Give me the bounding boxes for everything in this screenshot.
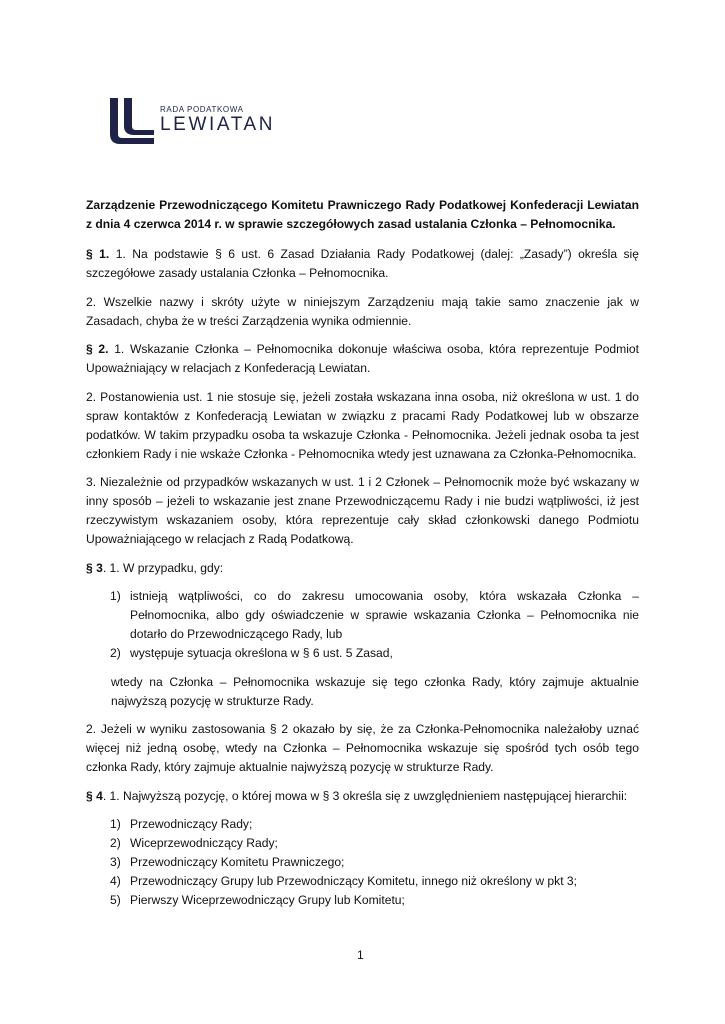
s3-list: [86, 587, 639, 663]
list-item-number: 3): [110, 855, 121, 869]
list-item-number: 5): [110, 893, 121, 907]
s4-paragraph-1: [86, 787, 639, 806]
list-item: [86, 587, 639, 644]
s2-p1-text: 1. Wskazanie Członka – Pełnomocnika dokonuje właściwa osoba, która reprezentuje Podmiot Upoważniający w relacjach z Konfederacją Lewiatan.: [86, 342, 639, 375]
page-number: 1: [357, 948, 364, 962]
logo-small-text: RADA PODATKOWA: [160, 105, 244, 114]
list-item: [86, 872, 639, 891]
s3-after-list: wtedy na Członka – Pełnomocnika wskazuje się tego członka Rady, który zajmuje aktualnie najwyższą pozycję w strukturze Rady.: [111, 674, 639, 708]
list-item-text: Wiceprzewodniczący Rady;: [130, 836, 278, 850]
list-item: [86, 853, 639, 872]
logo-big-text: LEWIATAN: [160, 114, 276, 135]
s1-mark: § 1.: [86, 247, 110, 261]
s2-paragraph-2: 2. Postanowienia ust. 1 nie stosuje się, jeżeli została wskazana inna osoba, niż określona w ust. 1 do spraw kontaktów z Konfederacją Lewiatan w związku z pracami Rady Podatkowej lub w obszarze podatków. W takim przypadku osoba ta wskazuje Członka - Pełnomocnika. Jeżeli jednak osoba ta jest członkiem Rady i nie wskaże Członka - Pełnomocnika wtedy jest uznawana za Członka-Pełnomocnika.: [86, 389, 639, 461]
list-item-text: Przewodniczący Komitetu Prawniczego;: [130, 855, 345, 869]
list-item: [86, 815, 639, 834]
list-item: [86, 834, 639, 853]
document-body: [86, 196, 639, 920]
s3-mark: § 3: [86, 560, 103, 575]
s3-paragraph-1: [86, 559, 639, 578]
s4-mark: § 4: [86, 788, 103, 803]
s2-paragraph-3: 3. Niezależnie od przypadków wskazanych w ust. 1 i 2 Członek – Pełnomocnik może być wskazany w inny sposób – jeżeli to wskazanie jest znane Przewodniczącemu Rady i nie budzi wątpliwości, iż jest rzeczywistym wskazaniem osoby, która reprezentuje cały skład członkowski danego Podmiotu Upoważniającego w relacjach z Radą Podatkową.: [86, 475, 639, 546]
list-item-number: 1): [110, 589, 121, 603]
s4-p1-text: . 1. Najwyższą pozycję, o której mowa w § 3 określa się z uwzględnieniem następującej hierarchii:: [102, 788, 628, 803]
list-item-text: występuje sytuacja określona w § 6 ust. 5 Zasad,: [130, 646, 393, 660]
list-item-number: 2): [110, 836, 121, 850]
s4-list: [86, 815, 639, 910]
list-item: [86, 644, 639, 663]
list-item-text: Przewodniczący Rady;: [130, 817, 253, 831]
list-item: [86, 891, 639, 910]
s3-p1-text: . 1. W przypadku, gdy:: [102, 560, 224, 575]
list-item-text: Pierwszy Wiceprzewodniczący Grupy lub Komitetu;: [130, 893, 405, 907]
s2-mark: § 2.: [86, 342, 109, 356]
logo: [108, 96, 288, 146]
list-item-number: 2): [110, 646, 121, 660]
s1-p1-text: 1. Na podstawie § 6 ust. 6 Zasad Działania Rady Podatkowej (dalej: „Zasady”) określa się szczegółowe zasady ustalania Członka – Pełnomocnika.: [86, 247, 639, 280]
list-item-number: 4): [110, 874, 121, 888]
list-item-text: istnieją wątpliwości, co do zakresu umocowania osoby, która wskazała Członka – Pełnomocnika, albo gdy oświadczenie w sprawie wskazania Członka – Pełnomocnika nie dotarło do Przewodniczącego Rady, lub: [130, 589, 639, 641]
s2-paragraph-1: [86, 340, 639, 378]
logo-mark-icon: [108, 96, 156, 146]
s1-paragraph-1: [86, 245, 639, 283]
list-item-number: 1): [110, 817, 121, 831]
list-item-text: Przewodniczący Grupy lub Przewodniczący Komitetu, innego niż określony w pkt 3;: [130, 874, 578, 888]
s1-paragraph-2: 2. Wszelkie nazwy i skróty użyte w niniejszym Zarządzeniu mają takie samo znaczenie jak w Zasadach, chyba że w treści Zarządzenia wynika odmiennie.: [86, 294, 639, 328]
document-title: Zarządzenie Przewodniczącego Komitetu Prawniczego Rady Podatkowej Konfederacji Lewiatan z dnia 4 czerwca 2014 r. w sprawie szczegółowych zasad ustalania Członka – Pełnomocnika.: [86, 198, 639, 231]
s3-paragraph-2: 2. Jeżeli w wyniku zastosowania § 2 okazało by się, że za Członka-Pełnomocnika należałoby uznać więcej niż jedną osobę, wtedy na Członka – Pełnomocnika wskazuje się spośród tych osób tego członka Rady, który zajmuje aktualnie najwyższą pozycję w strukturze Rady.: [86, 722, 639, 774]
